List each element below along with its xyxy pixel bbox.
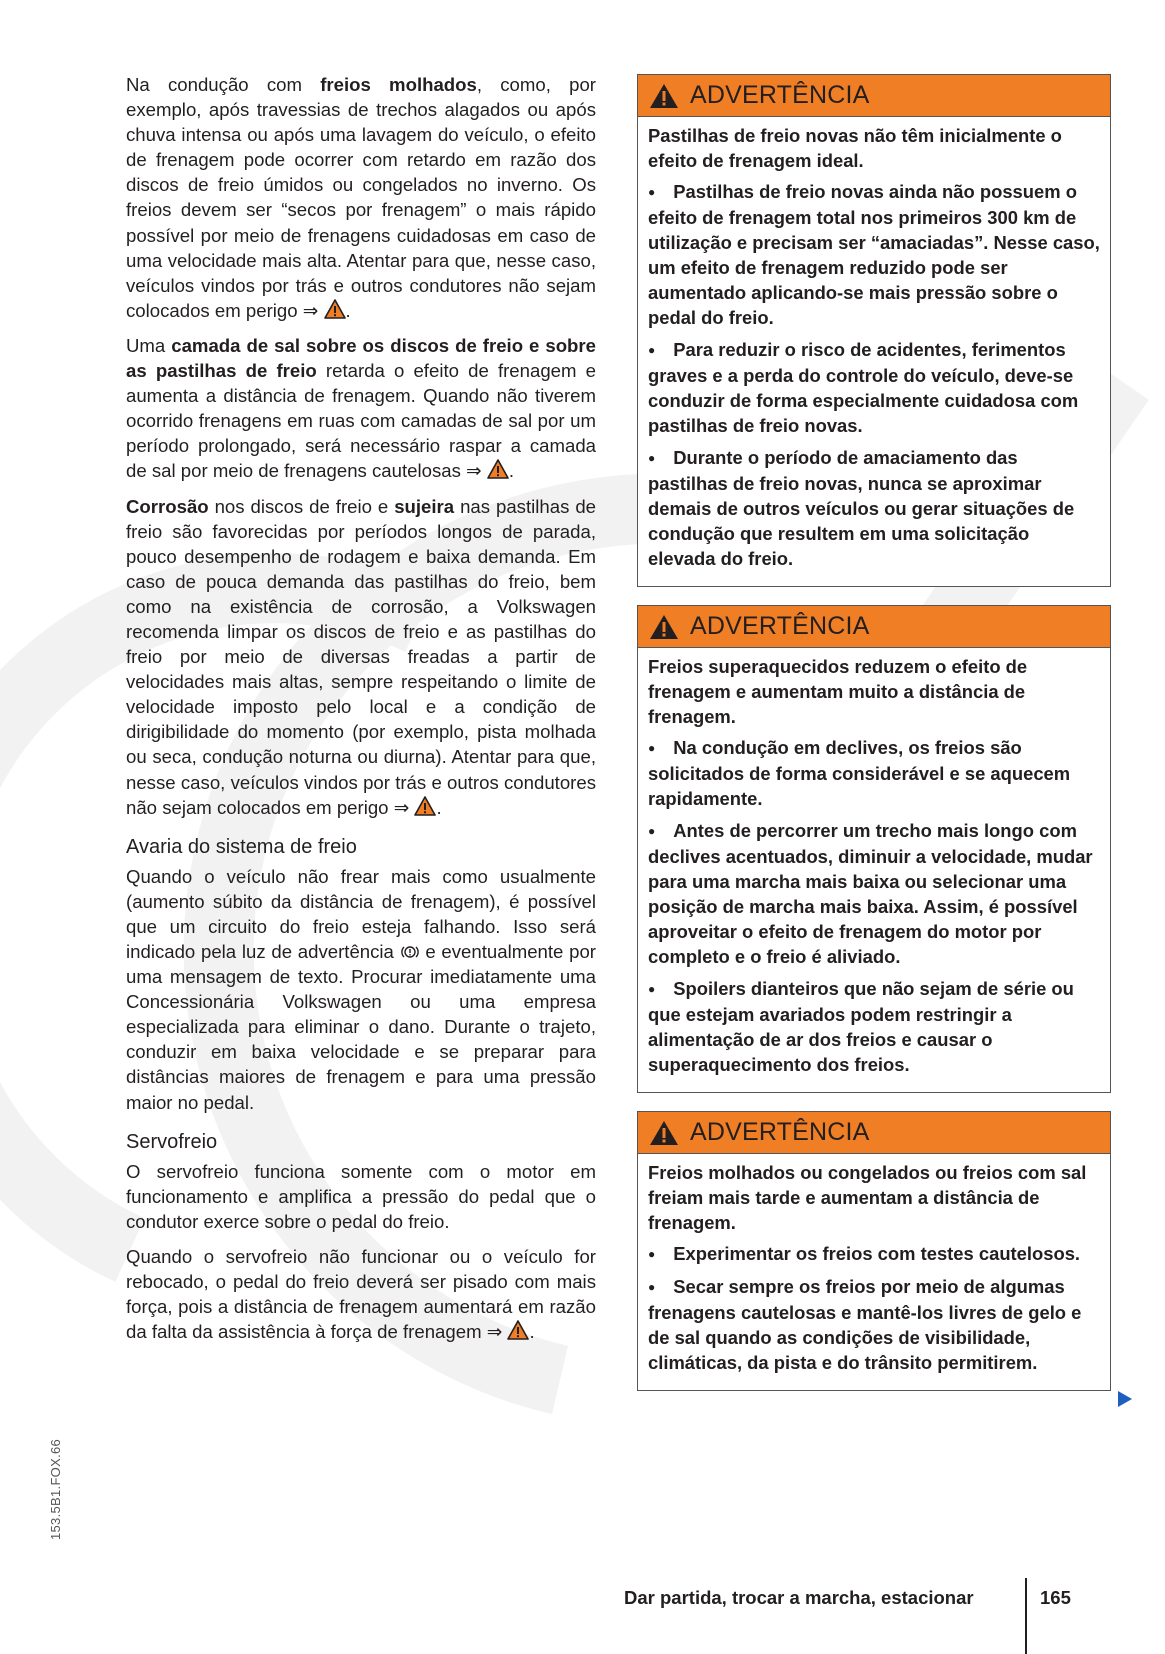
warning-reference-icon: [324, 299, 346, 319]
page-number: 165: [1040, 1587, 1071, 1608]
warning-reference-icon: [414, 796, 436, 816]
brake-warning-light-icon: [400, 944, 420, 960]
warning-lead: Freios superaquecidos reduzem o efeito de frenagem e aumentam muito a distância de frenagem.: [648, 656, 1028, 727]
footer-divider: [1025, 1578, 1027, 1654]
heading-brake-failure: Avaria do sistema de freio: [126, 835, 357, 858]
footer-section-title: Dar partida, trocar a marcha, estacionar: [624, 1587, 974, 1608]
warning-reference-icon: [487, 459, 509, 479]
warning-lead: Freios molhados ou congelados ou freios com sal freiam mais tarde e aumentam a distância de frenagem.: [648, 1162, 1087, 1233]
warning-triangle-icon: [648, 82, 680, 110]
paragraph-servo-function: O servofreio funciona somente com o motor em funcionamento e amplifica a pressão do pedal que o condutor exerce sobre o pedal do freio.: [126, 1160, 596, 1232]
warning-lead: Pastilhas de freio novas não têm inicialmente o efeito de frenagem ideal.: [648, 125, 1062, 171]
warning-body: [638, 117, 1110, 586]
warning-list: [648, 179, 1100, 571]
warning-triangle-icon: [648, 1119, 680, 1147]
warning-header: ADVERTÊNCIA: [638, 1112, 1110, 1154]
warning-list: [648, 735, 1100, 1077]
warning-header: ADVERTÊNCIA: [638, 75, 1110, 117]
paragraph-salt-layer: Uma camada de sal sobre os discos de freio e sobre as pastilhas de freio retarda o efeito de frenagem e aumenta a distância de frenagem. Quando não tiverem ocorrido frenagens em ruas com camadas de sal por um período prolongado, será necessário raspar a camada de sal por meio de frenagens cautelosas ⇒ .: [126, 334, 596, 482]
list-item: ● Experimentar os freios com testes cautelosos.: [648, 1241, 1100, 1267]
paragraph-brake-failure: Quando o veículo não frear mais como usualmente (aumento súbito da distância de frenagem), é possível que um circuito do freio esteja falhando. Isso será indicado pela luz de advertência e eventualmente por uma mensagem de texto. Procurar imediatamente uma Concessionária Volkswagen ou uma empresa especializada para eliminar o dano. Durante o trajeto, conduzir em baixa velocidade e se preparar para distâncias maiores de frenagem e para uma pressão maior no pedal.: [126, 865, 596, 1113]
warning-list: [648, 1241, 1100, 1375]
warning-body: [638, 648, 1110, 1092]
list-item: ● Secar sempre os freios por meio de algumas frenagens cautelosas e mantê-los livres de gelo e de sal quando as condições de visibilidade, climáticas, da pista e do trânsito permitirem.: [648, 1274, 1100, 1375]
list-item: ● Para reduzir o risco de acidentes, ferimentos graves e a perda do controle do veículo, deve-se conduzir de forma especialmente cuidadosa com pastilhas de freio novas.: [648, 337, 1100, 438]
continue-arrow-icon[interactable]: [1118, 1391, 1132, 1407]
paragraph-corrosion: Corrosão nos discos de freio e sujeira nas pastilhas de freio são favorecidas por períodos longos de parada, pouco desempenho de rodagem e baixa demanda. Em caso de pouca demanda das pastilhas do freio, bem como na existência de corrosão, a Volkswagen recomenda limpar os discos de freio e as pastilhas do freio por meio de diversas freadas a partir de velocidades mais altas, sempre respeitando o limite de velocidade imposto pelo local e a condição de dirigibilidade do momento (por exemplo, pista molhada ou seca, condução noturna ou diurna). Atentar para que, nesse caso, veículos vindos por trás e outros condutores não sejam colocados em perigo ⇒ .: [126, 495, 597, 818]
warning-triangle-icon: [648, 613, 680, 641]
heading-servo-brake: Servofreio: [126, 1130, 218, 1153]
main-text-column: [126, 72, 596, 1354]
paragraph-wet-brakes: Na condução com freios molhados, como, por exemplo, após travessias de trechos alagados ou após chuva intensa ou após uma lavagem do veículo, o efeito de frenagem pode ocorrer com retardo em razão dos discos de freio úmidos ou congelados no inverno. Os freios devem ser “secos por frenagem” o mais rápido possível por meio de frenagens cuidadosas em caso de uma velocidade mais alta. Atentar para que, nesse caso, veículos vindos por trás e outros condutores não sejam colocados em perigo ⇒ .: [126, 74, 596, 321]
list-item: ● Durante o período de amaciamento das pastilhas de freio novas, nunca se aproximar demais de outros veículos ou gerar situações de condução que resultem em uma solicitação elevada do freio.: [648, 445, 1100, 571]
list-item: ● Pastilhas de freio novas ainda não possuem o efeito de frenagem total nos primeiros 300 km de utilização e precisam ser “amaciadas”. Nesse caso, um efeito de frenagem reduzido pode ser aumentado aplicando-se mais pressão sobre o pedal do freio.: [648, 179, 1100, 330]
warning-header: ADVERTÊNCIA: [638, 606, 1110, 648]
list-item: ● Antes de percorrer um trecho mais longo com declives acentuados, diminuir a velocidade, mudar para uma marcha mais baixa ou selecionar uma posição de marcha mais baixa. Assim, é possível aproveitar o efeito de frenagem do motor por completo e o freio é aliviado.: [648, 818, 1100, 969]
warning-box-new-pads: [637, 74, 1111, 587]
warning-box-wet-brakes: [637, 1111, 1111, 1391]
document-code: 153.5B1.FOX.66: [48, 1438, 63, 1540]
list-item: ● Spoilers dianteiros que não sejam de série ou que estejam avariados podem restringir a alimentação de ar dos freios e causar o superaquecimento dos freios.: [648, 976, 1100, 1077]
warnings-column: [637, 74, 1111, 1409]
warning-reference-icon: [507, 1320, 529, 1340]
warning-body: [638, 1154, 1110, 1390]
list-item: ● Na condução em declives, os freios são solicitados de forma considerável e se aquecem rapidamente.: [648, 735, 1100, 811]
warning-box-overheated: [637, 605, 1111, 1093]
paragraph-servo-failure: Quando o servofreio não funcionar ou o veículo for rebocado, o pedal do freio deverá ser pisado com mais força, pois a distância de frenagem aumentará em razão da falta da assistência à força de frenagem ⇒ .: [126, 1245, 596, 1343]
